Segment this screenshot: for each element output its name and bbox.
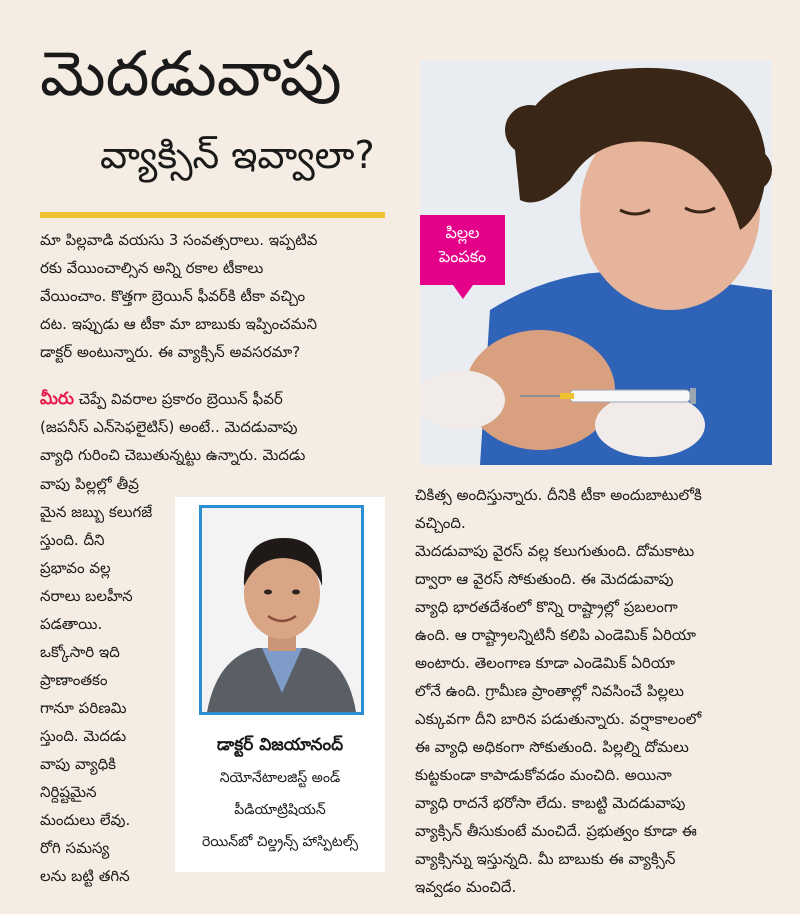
right-line: ఎక్కువగా దీని బారిన పడుతున్నారు. వర్షాకాలంలో bbox=[415, 710, 702, 728]
narrow-line: నరాలు బలహీన bbox=[40, 587, 133, 605]
answer-line bbox=[40, 385, 400, 413]
narrow-line: లను బట్టి తగిన bbox=[40, 867, 130, 885]
narrow-line: మైన జబ్బు కలుగజే bbox=[40, 503, 153, 521]
headline-line-1: మెదడువాపు bbox=[40, 37, 342, 110]
right-line: అంటారు. తెలంగాణ కూడా ఎండెమిక్ ఏరియా bbox=[415, 654, 675, 672]
right-line: ఈ వ్యాధి అధికంగా సోకుతుంది. పిల్లల్ని దోమలు bbox=[415, 738, 689, 756]
answer-narrow-column bbox=[40, 470, 165, 890]
right-line: వ్యాక్సిన్ తీసుకుంటే మంచిదే. ప్రభుత్వం కూడా ఈ bbox=[415, 822, 697, 840]
right-line: వ్యాధి రాదనే భరోసా లేదు. కాబట్టి మెదడువాపు bbox=[415, 794, 686, 812]
answer-lead-word: మీరు bbox=[40, 389, 74, 409]
doctor-specialty-2: పీడియాట్రిషియన్ bbox=[234, 802, 326, 818]
narrow-line: గానూ పరిణమి bbox=[40, 699, 127, 717]
narrow-line: ప్రాణాంతకం bbox=[40, 671, 108, 689]
answer-opening bbox=[40, 385, 400, 469]
category-badge bbox=[420, 215, 505, 285]
right-line: చికిత్స అందిస్తున్నారు. దీనికి టీకా అందుబాటులోకి bbox=[415, 486, 702, 504]
doctor-name: డాక్టర్ విజయానంద్ bbox=[216, 735, 344, 755]
right-line: వ్యాక్సిన్ను ఇస్తున్నది. మీ బాబుకు ఈ వ్యాక్సిన్ bbox=[415, 850, 676, 868]
right-line: ఇవ్వడం మంచిదే. bbox=[415, 878, 517, 896]
badge-line-2: పెంపకం bbox=[438, 247, 487, 266]
answer-line: (జపనీస్ ఎన్‌సెఫలైటిస్) అంటే.. మెదడువాపు bbox=[40, 418, 298, 436]
narrow-line: పడతాయి. bbox=[40, 615, 103, 633]
badge-line-1: పిల్లల bbox=[445, 223, 480, 242]
question-line: రకు వేయించాల్సిన అన్ని రకాల టీకాలు bbox=[40, 259, 264, 277]
question-line: డాక్టర్ అంటున్నారు. ఈ వ్యాక్సిన్ అవసరమా? bbox=[40, 343, 301, 361]
right-line: లోనే ఉంది. గ్రామీణ ప్రాంతాల్లో నివసించే పిల్లలు bbox=[415, 682, 684, 700]
answer-right-column bbox=[415, 481, 770, 901]
right-line: ఉంది. ఆ రాష్ట్రాలన్నిటినీ కలిపి ఎండెమిక్ ఏరియా bbox=[415, 626, 697, 644]
narrow-line: రోగి సమస్య bbox=[40, 839, 110, 857]
doctor-photo bbox=[199, 505, 364, 715]
narrow-line: స్తుంది. మెదడు bbox=[40, 727, 127, 745]
right-line: వచ్చింది. bbox=[415, 514, 466, 532]
headline-underline bbox=[40, 212, 385, 218]
narrow-line: వాపు పిల్లల్లో తీవ్ర bbox=[40, 475, 139, 493]
headline-line-2: వ్యాక్సిన్ ఇవ్వాలా? bbox=[100, 133, 375, 177]
narrow-line: మందులు లేవు. bbox=[40, 811, 131, 829]
question-line: వేయించాం. కొత్తగా బ్రెయిన్ ఫీవర్‌కి టీకా వచ్చిం bbox=[40, 287, 306, 305]
right-line: కుట్టకుండా కాపాడుకోవడం మంచిది. అయినా bbox=[415, 766, 672, 784]
doctor-portrait bbox=[202, 508, 361, 712]
right-line: వ్యాధి భారతదేశంలో కొన్ని రాష్ట్రాల్లో ప్రబలంగా bbox=[415, 598, 678, 616]
answer-line-1-rest: చెప్పే వివరాల ప్రకారం బ్రెయిన్ ఫీవర్ bbox=[73, 390, 283, 408]
doctor-hospital: రెయిన్‌బో చిల్డ్రన్స్ హాస్పిటల్స్ bbox=[201, 834, 359, 850]
narrow-line: ప్రభావం వల్ల bbox=[40, 559, 111, 577]
doctor-specialty-1: నియోనేటాలజిస్ట్ అండ్ bbox=[219, 770, 341, 786]
right-line: మెదడువాపు వైరస్ వల్ల కలుగుతుంది. దోమకాటు bbox=[415, 542, 695, 560]
right-line: ద్వారా ఆ వైరస్ సోకుతుంది. ఈ మెదడువాపు bbox=[415, 570, 674, 588]
narrow-line: ఒక్కోసారి ఇది bbox=[40, 643, 120, 661]
narrow-line: స్తుంది. దీని bbox=[40, 531, 105, 549]
narrow-line: నిర్దిష్టమైన bbox=[40, 783, 97, 801]
question-text bbox=[40, 226, 400, 366]
answer-line: వ్యాధి గురించి చెబుతున్నట్టు ఉన్నారు. మెదడు bbox=[40, 446, 306, 464]
narrow-line: వాపు వ్యాధికి bbox=[40, 755, 117, 773]
question-line: దట. ఇప్పుడు ఆ టీకా మా బాబుకు ఇప్పించమని bbox=[40, 315, 317, 333]
question-line: మా పిల్లవాడి వయసు 3 సంవత్సరాలు. ఇప్పటివ bbox=[40, 231, 318, 249]
